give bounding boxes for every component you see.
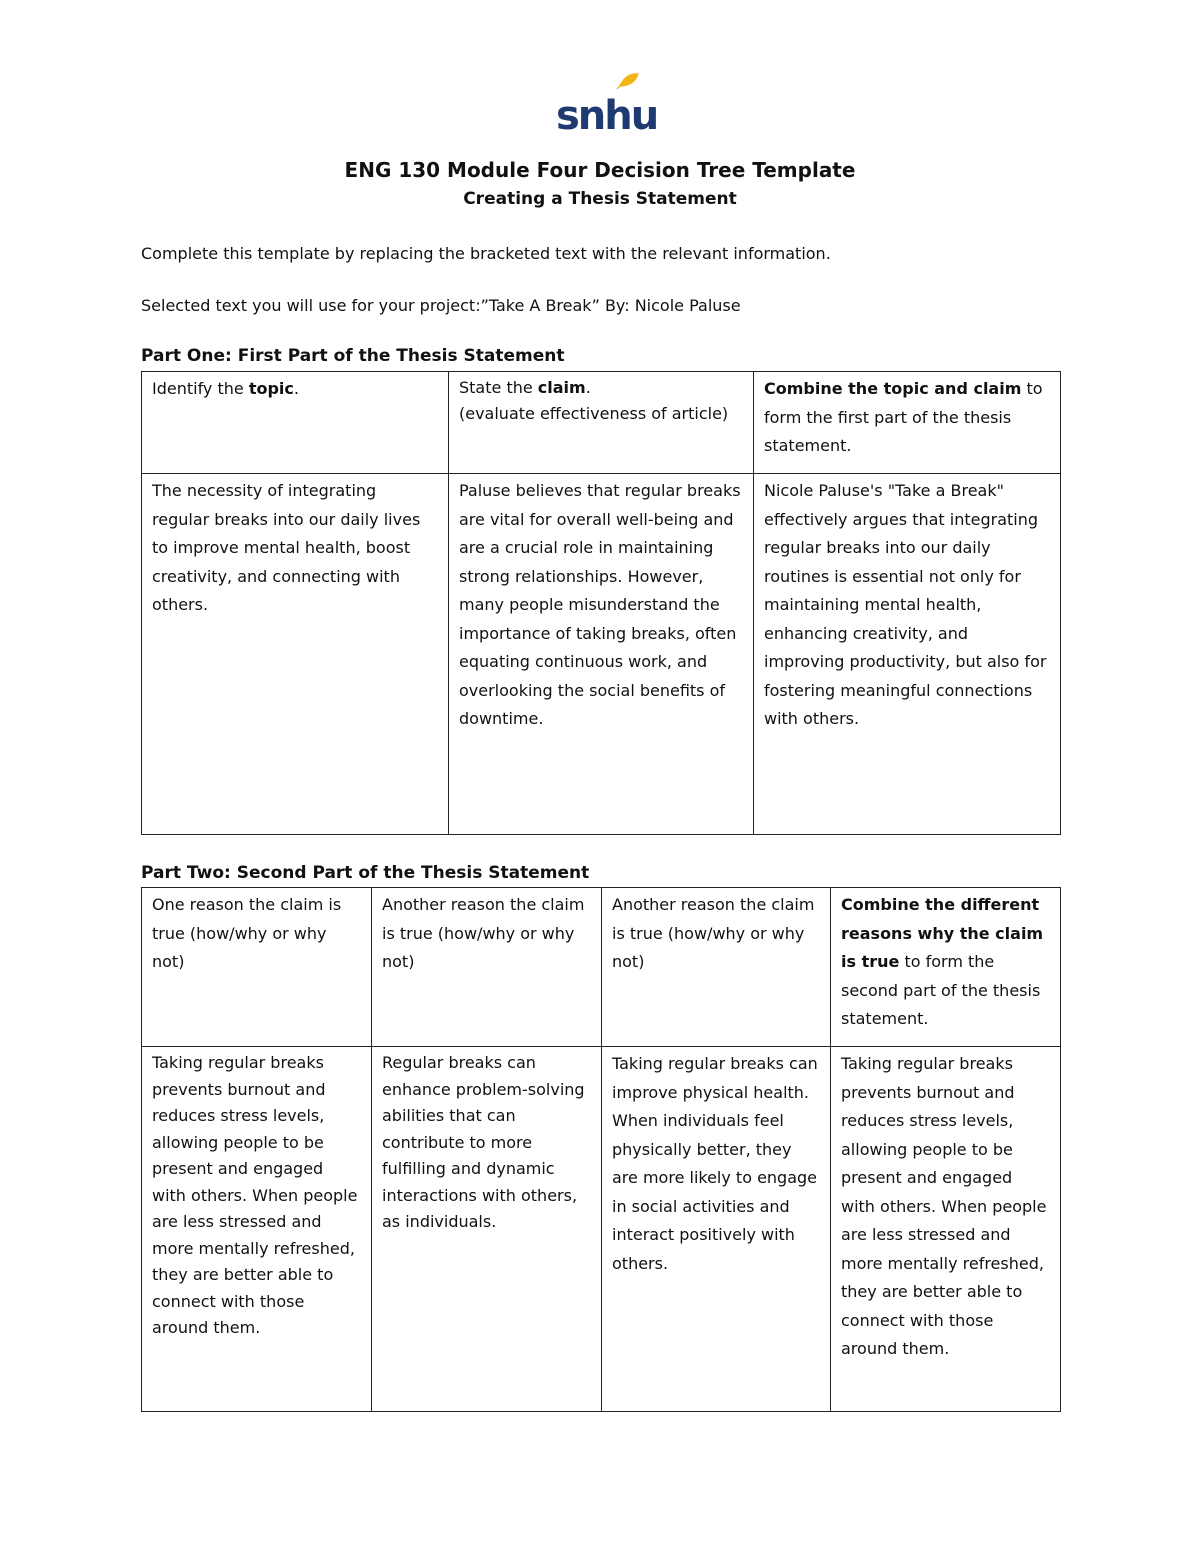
header-text: State the <box>459 378 538 397</box>
reason-one-cell[interactable]: Taking regular breaks prevents burnout and reduces stress levels, allowing people to be present and engaged with others. When people are less stressed and more mentally refreshed, they are better able to connect with those around them. <box>142 1047 372 1412</box>
instructions-text: Complete this template by replacing the bracketed text with the relevant information. <box>141 244 831 263</box>
combine-header-cell <box>754 372 1061 474</box>
header-text: to form the second part of the thesis statement. <box>841 952 1041 1028</box>
logo-wordmark: snhu <box>556 93 658 139</box>
reason-three-cell[interactable]: Taking regular breaks can improve physical health. When individuals feel physically better, they are more likely to engage in social activities and interact positively with others. <box>602 1047 831 1412</box>
header-bold-text: Combine the topic and claim <box>764 379 1022 398</box>
part-one-table <box>141 371 1061 835</box>
header-note: (evaluate effectiveness of article) <box>459 404 729 423</box>
reason-three-header-cell: Another reason the claim is true (how/why or why not) <box>602 888 831 1047</box>
header-text: Identify the <box>152 379 249 398</box>
snhu-logo-graphic <box>554 72 658 139</box>
reason-two-header-cell: Another reason the claim is true (how/why or why not) <box>372 888 602 1047</box>
part-two-table <box>141 887 1061 1412</box>
table-row <box>142 1047 1061 1412</box>
part-one-heading: Part One: First Part of the Thesis Statement <box>141 346 565 366</box>
leaf-icon <box>617 74 638 89</box>
document-title: ENG 130 Module Four Decision Tree Template <box>344 158 856 182</box>
header-text: to form the first part of the thesis statement. <box>764 379 1043 455</box>
topic-cell[interactable]: The necessity of integrating regular breaks into our daily lives to improve mental health, boost creativity, and connecting with others. <box>142 474 449 835</box>
table-header-row <box>142 372 1061 474</box>
part-two-heading: Part Two: Second Part of the Thesis Statement <box>141 863 590 883</box>
selected-text-line: Selected text you will use for your project:”Take A Break” By: Nicole Paluse <box>141 296 741 315</box>
combine-reasons-header-cell <box>831 888 1061 1047</box>
combined-reasons-cell[interactable]: Taking regular breaks prevents burnout and reduces stress levels, allowing people to be present and engaged with others. When people are less stressed and more mentally refreshed, they are better able to connect with those around them. <box>831 1047 1061 1412</box>
table-header-row <box>142 888 1061 1047</box>
combined-thesis-cell[interactable]: Nicole Paluse's "Take a Break" effectively argues that integrating regular breaks into our daily routines is essential not only for maintaining mental health, enhancing creativity, and improving productivity, but also for fostering meaningful connections with others. <box>754 474 1061 835</box>
header-bold-text: Combine the different reasons why the claim is true <box>841 895 1044 971</box>
header-text: . <box>585 378 591 397</box>
header-bold-text: claim <box>537 378 586 397</box>
table-row <box>142 474 1061 835</box>
snhu-logo <box>554 72 658 139</box>
claim-cell[interactable]: Paluse believes that regular breaks are vital for overall well-being and are a crucial role in maintaining strong relationships. However, many people misunderstand the importance of taking breaks, often equating continuous work, and overlooking the social benefits of downtime. <box>449 474 754 835</box>
claim-header-cell <box>449 372 754 474</box>
document-subtitle: Creating a Thesis Statement <box>463 189 737 209</box>
reason-two-cell[interactable]: Regular breaks can enhance problem-solving abilities that can contribute to more fulfilling and dynamic interactions with others, as individuals. <box>372 1047 602 1412</box>
header-bold-text: topic <box>248 379 294 398</box>
reason-one-header-cell: One reason the claim is true (how/why or why not) <box>142 888 372 1047</box>
header-text: . <box>293 379 299 398</box>
topic-header-cell <box>142 372 449 474</box>
